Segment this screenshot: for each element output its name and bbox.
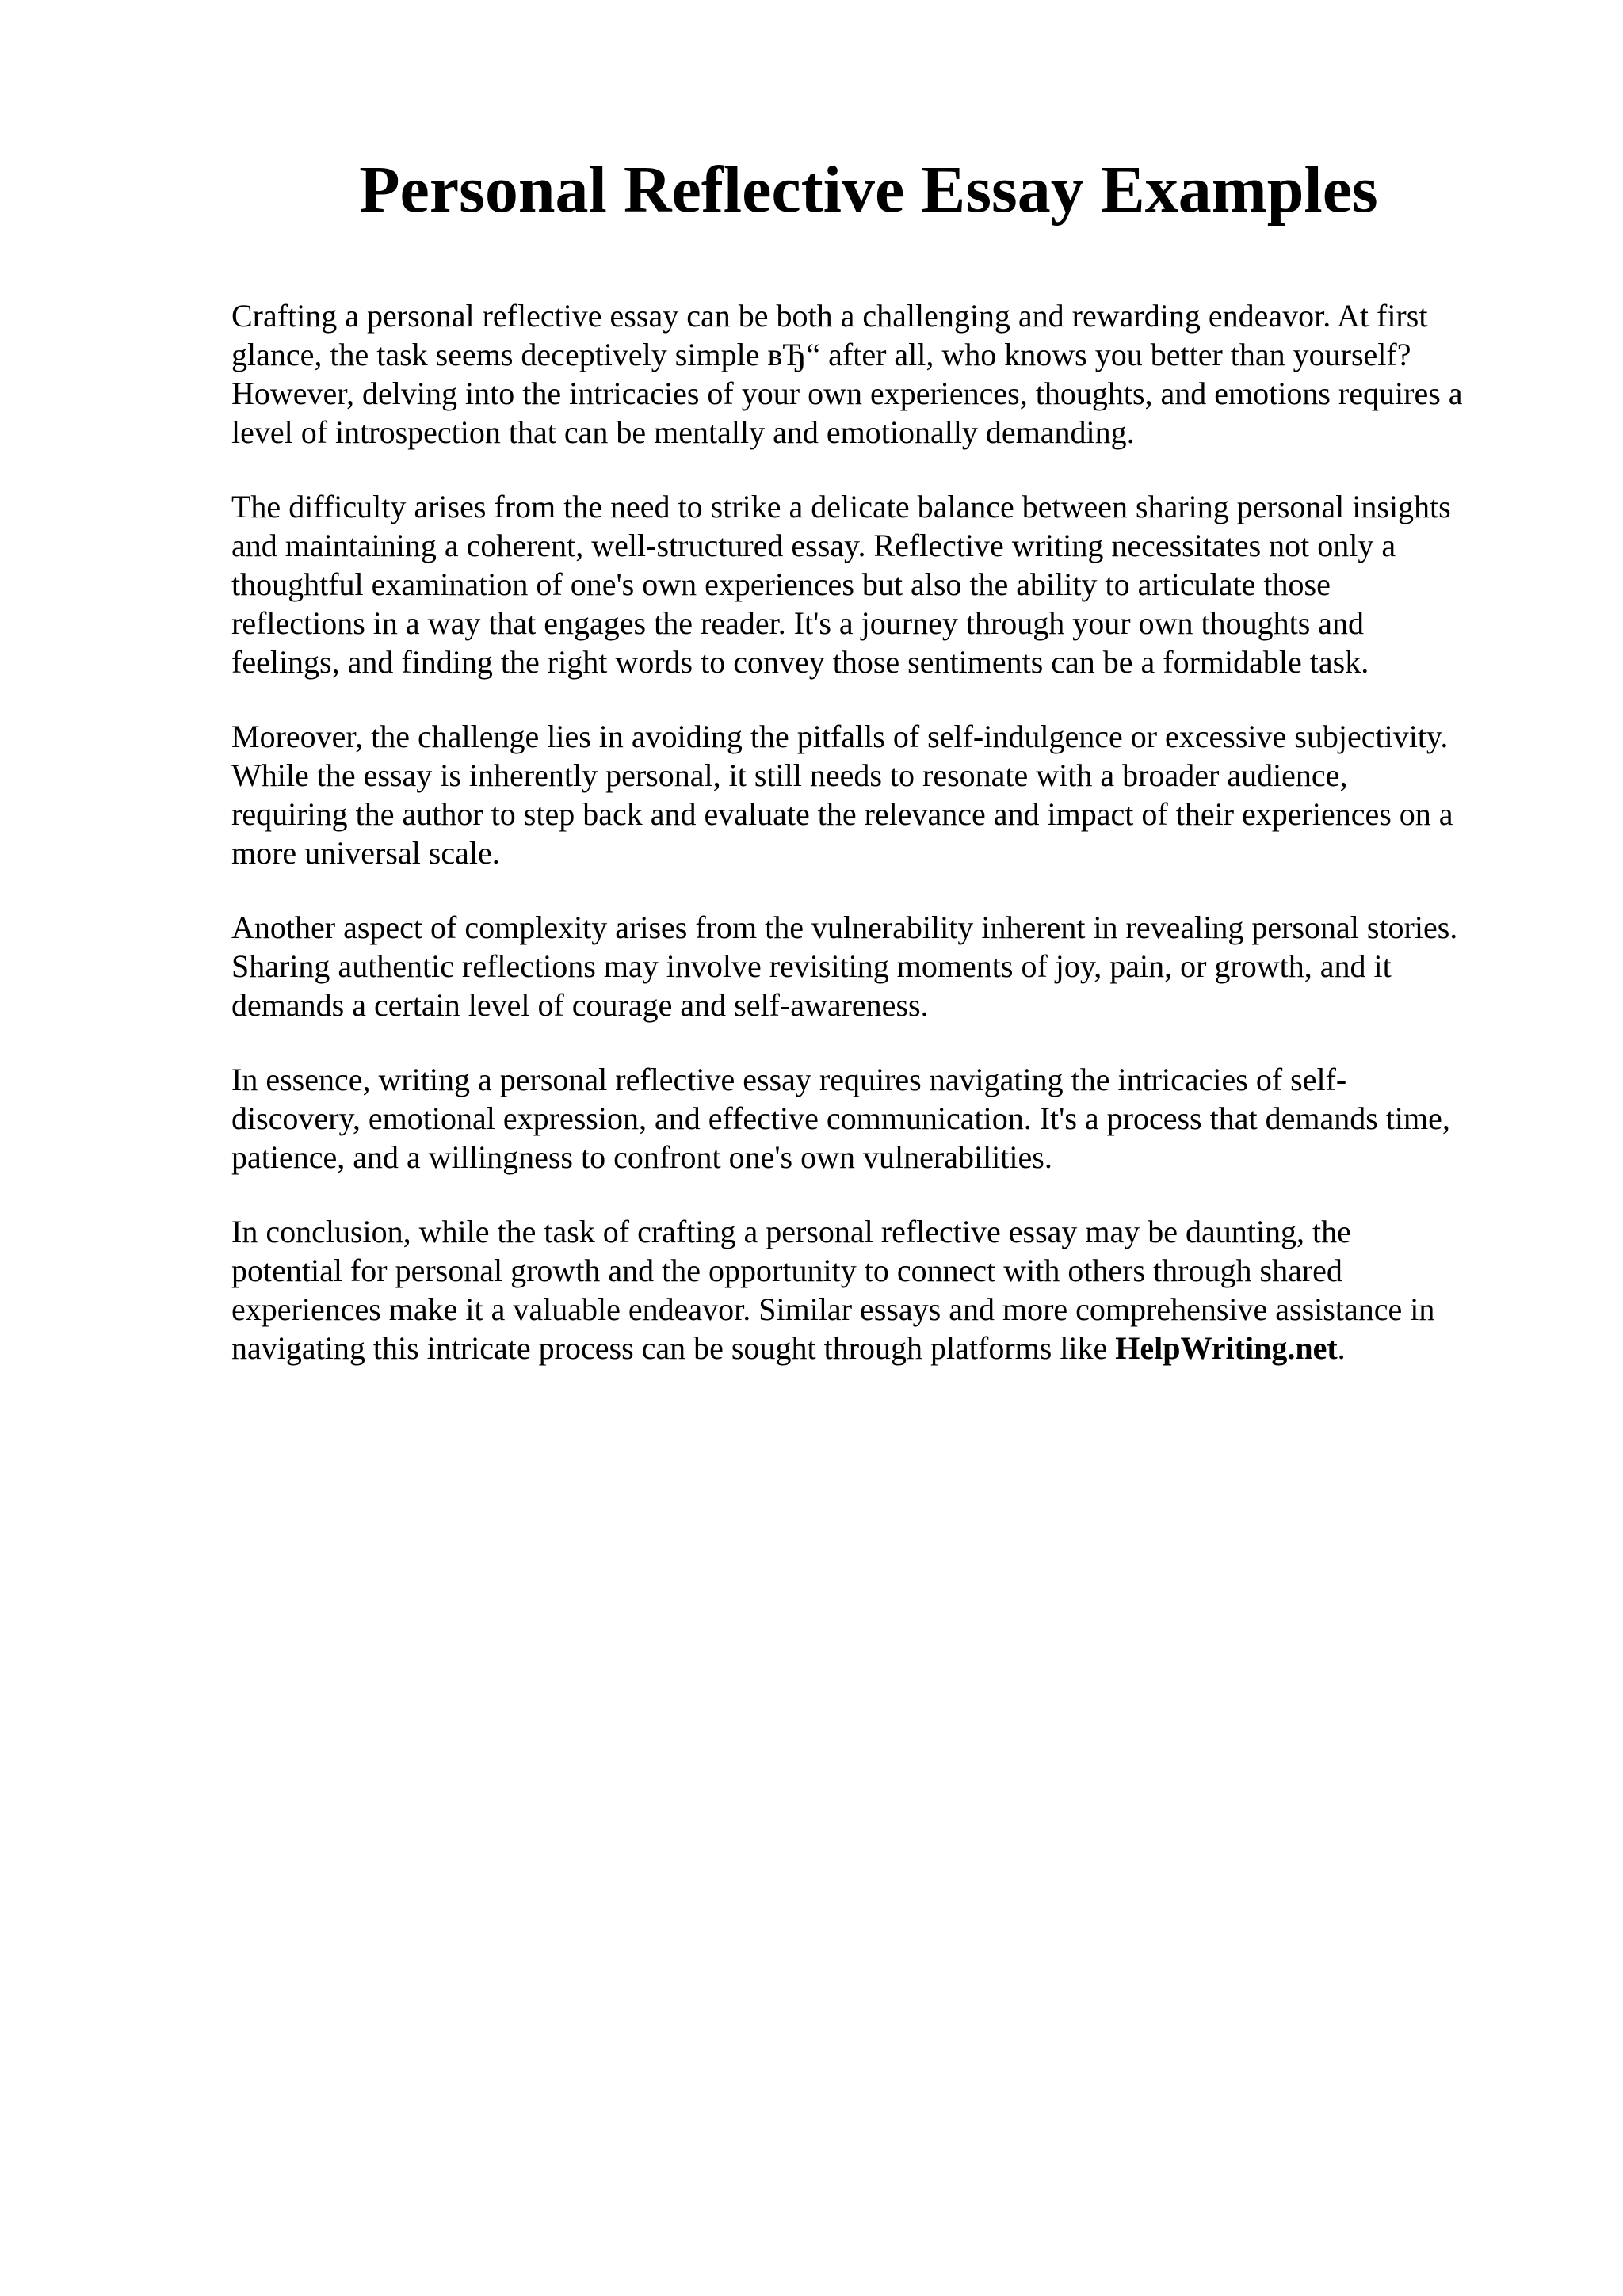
paragraph-line: Sharing authentic reflections may involve revisiting moments of joy, pain, or growth, and it (231, 948, 1392, 984)
paragraph-line: experiences make it a valuable endeavor. Similar essays and more comprehensive assistance in (231, 1291, 1435, 1327)
helpwriting-brand-text: HelpWriting.net (1115, 1330, 1338, 1366)
paragraph-line: potential for personal growth and the opportunity to connect with others through shared (231, 1253, 1342, 1288)
paragraph-line: The difficulty arises from the need to strike a delicate balance between sharing personal insights (231, 489, 1451, 524)
paragraph-6 (231, 1212, 1515, 1367)
paragraph-line: thoughtful examination of one's own experiences but also the ability to articulate those (231, 566, 1331, 602)
paragraph-last-line (231, 1329, 1515, 1367)
paragraph-line: discovery, emotional expression, and effective communication. It's a process that demands time, (231, 1100, 1450, 1136)
paragraph-3 (231, 717, 1515, 872)
paragraph-line: and maintaining a coherent, well-structured essay. Reflective writing necessitates not only a (231, 528, 1396, 563)
paragraph-line: In essence, writing a personal reflective essay requires navigating the intricacies of self- (231, 1062, 1347, 1097)
paragraph-line: However, delving into the intricacies of your own experiences, thoughts, and emotions requires a (231, 376, 1463, 411)
paragraph-line: reflections in a way that engages the reader. It's a journey through your own thoughts and (231, 605, 1365, 641)
paragraph-line: glance, the task seems deceptively simple вЂ“ after all, who knows you better than yourself? (231, 337, 1411, 372)
paragraph-line: demands a certain level of courage and self-awareness. (231, 987, 929, 1023)
page-title: Personal Reflective Essay Examples (359, 153, 1378, 227)
paragraph-1 (231, 296, 1515, 452)
paragraph-2 (231, 487, 1515, 681)
paragraph-5 (231, 1060, 1515, 1177)
paragraph-line: While the essay is inherently personal, it still needs to resonate with a broader audience, (231, 757, 1348, 793)
paragraph-line: more universal scale. (231, 835, 500, 871)
paragraph-line: feelings, and finding the right words to convey those sentiments can be a formidable task. (231, 644, 1369, 680)
paragraph-line: Another aspect of complexity arises from the vulnerability inherent in revealing personal stories. (231, 910, 1458, 945)
paragraph-line: patience, and a willingness to confront one's own vulnerabilities. (231, 1139, 1052, 1175)
paragraph-line: level of introspection that can be mentally and emotionally demanding. (231, 414, 1135, 450)
paragraph-4 (231, 908, 1515, 1024)
paragraph-line: Moreover, the challenge lies in avoiding the pitfalls of self-indulgence or excessive subjectivity. (231, 719, 1449, 754)
essay-body (231, 296, 1515, 1403)
paragraph-line: In conclusion, while the task of crafting a personal reflective essay may be daunting, the (231, 1214, 1351, 1249)
paragraph-line: Crafting a personal reflective essay can be both a challenging and rewarding endeavor. At first (231, 298, 1428, 334)
paragraph-line: requiring the author to step back and evaluate the relevance and impact of their experiences on a (231, 796, 1453, 832)
closing-period: . (1337, 1330, 1346, 1366)
paragraph-line-text: navigating this intricate process can be sought through platforms like (231, 1330, 1116, 1366)
